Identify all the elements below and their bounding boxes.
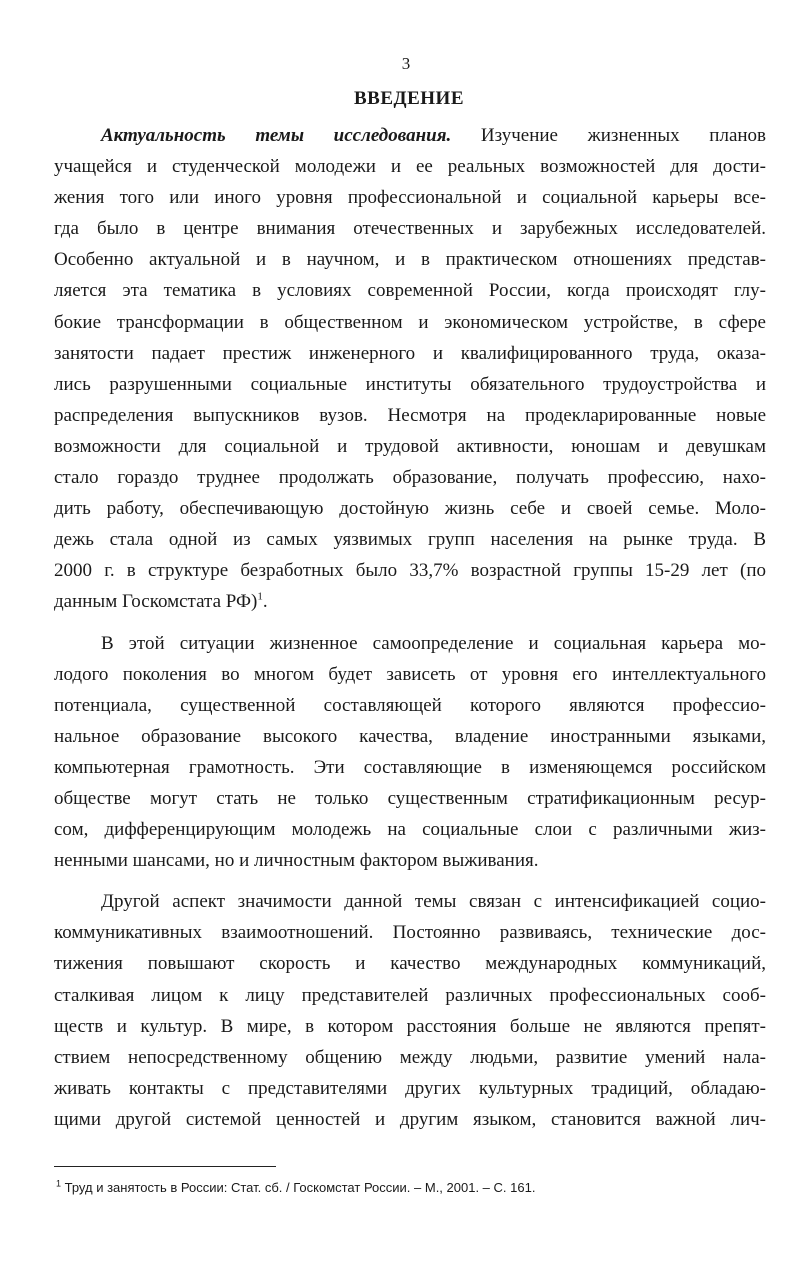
text-line: сталкивая лицом к лицу представителей различных профессиональных сооб- — [54, 984, 766, 1006]
text-line: стало гораздо труднее продолжать образование, получать профессию, нахо- — [54, 467, 766, 489]
text-line: занятости падает престиж инженерного и квалифицированного труда, оказа- — [54, 342, 766, 364]
text-line: коммуникативных взаимоотношений. Постоянно развиваясь, технические дос- — [54, 922, 766, 944]
text-line: лодого поколения во многом будет зависеть от уровня его интеллектуального — [54, 663, 766, 685]
text-line: обществе могут стать не только существенным стратификационным ресур- — [54, 787, 766, 809]
text-line: сом, дифференцирующим молодежь на социальные слои с различными жиз- — [54, 819, 766, 841]
text-line: ненными шансами, но и личностным фактором выживания. — [54, 850, 539, 872]
body-text — [54, 120, 766, 1135]
text-line: потенциала, существенной составляющей которого являются профессио- — [54, 694, 766, 716]
line-end: . — [262, 591, 268, 613]
text-line: бокие трансформации в общественном и экономическом устройстве, в сфере — [54, 311, 766, 333]
text-line: ляется эта тематика в условиях современной России, когда происходят глу- — [54, 280, 766, 302]
text-line: гда было в центре внимания отечественных и зарубежных исследователей. — [54, 218, 766, 240]
lead-phrase: Актуальность темы исследования. — [101, 125, 452, 146]
footnote — [56, 1180, 535, 1195]
text-line — [54, 120, 766, 151]
text-line: живать контакты с представителями других культурных традиций, обладаю- — [54, 1077, 766, 1099]
footnote-marker: 1 — [56, 1178, 62, 1189]
text-line: В этой ситуации жизненное самоопределение и социальная карьера мо- — [101, 632, 766, 654]
section-heading: ВВЕДЕНИЕ — [354, 88, 464, 109]
text-line: Другой аспект значимости данной темы связан с интенсификацией социо- — [101, 891, 766, 913]
text-line: дежь стала одной из самых уязвимых групп населения на рынке труда. В — [54, 529, 766, 551]
text-line: компьютерная грамотность. Эти составляющие в изменяющемся российском — [54, 756, 766, 778]
footnote-reference[interactable]: 1 — [257, 591, 263, 604]
text-line: дить работу, обеспечивающую достойную жизнь себе и своей семье. Моло- — [54, 498, 766, 520]
line-text: данным Госкомстата РФ) — [54, 591, 258, 613]
text-line — [54, 586, 766, 617]
text-line: Особенно актуальной и в научном, и в практическом отношениях представ- — [54, 249, 766, 271]
text-line: щими другой системой ценностей и другим языком, становится важной лич- — [54, 1108, 766, 1130]
text-line: возможности для социальной и трудовой активности, юношам и девушкам — [54, 435, 766, 457]
text-line: жения того или иного уровня профессиональной и социальной карьеры все- — [54, 187, 766, 209]
footnote-divider — [54, 1166, 276, 1167]
footnote-text: Труд и занятость в России: Стат. сб. / Госкомстат России. – М., 2001. – С. 161. — [64, 1180, 536, 1195]
text-line: лись разрушенными социальные институты обязательного трудоустройства и — [54, 373, 766, 395]
text-line: тижения повышают скорость и качество международных коммуникаций, — [54, 953, 766, 975]
page-number: 3 — [401, 54, 411, 73]
text-line: 2000 г. в структуре безработных было 33,7% возрастной группы 15-29 лет (по — [54, 560, 766, 582]
text-line: ствием непосредственному общению между людьми, развитие умений нала- — [54, 1046, 766, 1068]
text-line: нальное образование высокого качества, владение иностранными языками, — [54, 725, 766, 747]
text-line: распределения выпускников вузов. Несмотря на продекларированные новые — [54, 404, 766, 426]
text-line: ществ и культур. В мире, в котором расстояния больше не являются препят- — [54, 1015, 766, 1037]
line-text: Изучение жизненных планов — [480, 125, 767, 146]
text-line: учащейся и студенческой молодежи и ее реальных возможностей для дости- — [54, 156, 766, 178]
